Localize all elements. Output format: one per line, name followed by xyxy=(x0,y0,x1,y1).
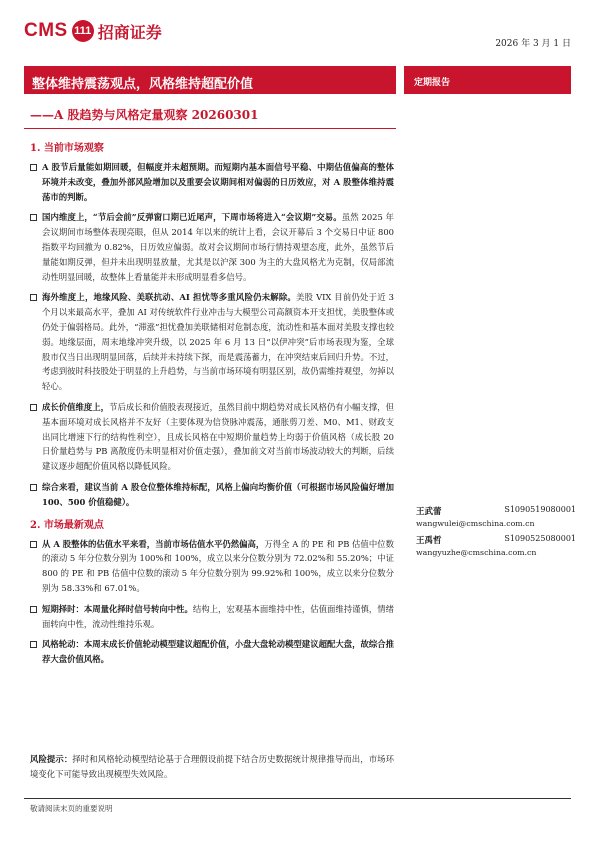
list-item xyxy=(30,160,394,204)
bullet-lead: 从 A 股整体的估值水平来看，当前市场估值水平仍然偏高， xyxy=(42,538,265,549)
footer-disclaimer: 敬请阅读末页的重要说明 xyxy=(30,804,113,813)
author-email[interactable]: wangwulei@cmschina.com.cn xyxy=(416,519,535,528)
author-entry xyxy=(416,505,576,528)
main-content xyxy=(30,135,394,673)
list-item xyxy=(30,480,394,510)
footer-divider xyxy=(24,798,571,799)
logo-chinese-text: 招商证券 xyxy=(97,22,162,42)
author-block xyxy=(416,505,576,563)
list-item xyxy=(30,210,394,284)
author-name: 王武蕾 xyxy=(416,507,442,517)
risk-warning xyxy=(30,752,394,782)
bullet-body: 虽然 2025 年会议期间市场整体表现亮眼，但从 2014 年以来的统计上看，会议开幕后 3 个交易日中证 800 指数平均回撤为 0.82%，日历效应偏弱。故对会议期间市场行情持观望态度，此外，虽然节后量能如期反弹，但并未出现明显放量，尤其是以沪深 300 为主的大盘风格尤为克制，仅局部流动性明显回暖，故整体上看量能并未形成明显看多信号。 xyxy=(42,212,394,282)
list-item xyxy=(30,400,394,474)
bullet-lead: 成长价值维度上， xyxy=(42,401,110,412)
author-name: 王禹哲 xyxy=(416,536,442,546)
bullet-lead: 综合来看，建议当前 A 股仓位整体维持标配，风格上偏向均衡价值（可根据市场风险偏好增加 100、500 价值稳健）。 xyxy=(42,481,394,507)
author-email[interactable]: wangyuzhe@cmschina.com.cn xyxy=(416,548,537,557)
section-1-heading: 1. 当前市场观察 xyxy=(30,143,104,154)
author-certificate: S1090519080001 xyxy=(504,505,576,514)
bullet-lead: 海外维度上，地缘风险、美联抗动、AI 担忧等多重风险仍未解除。 xyxy=(42,292,297,303)
author-entry xyxy=(416,534,576,557)
bullet-body: 节后成长和价值股表现接近，虽然目前中期趋势对成长风格仍有小幅支撑，但基本面环境对成长风格并不友好（主要体现为信贷脉冲震荡，通胀剪刀差、M0、M1、财政支出同比增速下行的结构性利空），且成长风格在中短期价量趋势上均弱于价值风格（成长股 20 日价量趋势与 PB 离散度仍未明显相对价值走强），叠加前文对当前市场波动较大的判断，后续建议逐步超配价值风格以降低风险。 xyxy=(42,401,395,472)
author-certificate: S1090525080001 xyxy=(504,534,576,543)
logo-badge: 111 xyxy=(72,20,94,42)
report-date: 2026 年 3 月 1 日 xyxy=(495,39,571,49)
list-item xyxy=(30,290,394,394)
list-item xyxy=(30,602,394,632)
cms-logo xyxy=(24,14,162,48)
bullet-body: 美股 VIX 目前仍处于近 3 个月以来最高水平，叠加 AI 对传统软件行业冲击与大模型公司高额资本开支担忧，美股整体或仍处于偏弱格局。此外，“滞涨”担忧叠加美联储相对危制态度，流动性和基本面对美股支撑也较弱。地缘层面，周末地缘冲突升级，以 2025 年 6 月 13 日“以伊冲突”后市场表现为鉴，全球股市仅当日出现明显回落，后续并未持续下探，而是震荡蓄力，在冲突结束后回归升势。不过，考虑到彼时科技股处于明显的上升趋势，与当前市场环境有明显区别，故仍需维持观望，勿掉以轻心。 xyxy=(42,292,394,392)
section-2-heading: 2. 市场最新观点 xyxy=(30,519,104,531)
bullet-body: 万得全 A 的 PE 和 PB 估值中位数的滚动 5 年分位数分别为 100%和 100%，成立以来分位数分别为 72.02%和 55.20%；中证 800 的 PE 和 PB 估值中位数的滚动 5 年分位数分别为 99.92%和 100%，成立以来分位数分别为 58.33%和 67.01%。 xyxy=(42,538,395,593)
report-title: 整体维持震荡观点，风格维持超配价值 xyxy=(24,66,396,94)
report-subtitle: ——A 股趋势与风格定量观察 20260301 xyxy=(30,108,259,122)
bullet-body: 结构上，宏观基本面维持中性，估值面维持谨慎，情绪面转向中性，流动性维持乐观。 xyxy=(42,603,394,629)
list-item xyxy=(30,637,394,667)
title-divider xyxy=(24,128,396,129)
bullet-lead: 国内维度上，“节后会前”反弹窗口期已近尾声，下周市场将进入“会议期”交易。 xyxy=(42,212,342,223)
bullet-lead: 风格轮动：本周末成长价值轮动模型建议超配价值，小盘大盘轮动模型建议超配大盘，故综合推荐大盘价值风格。 xyxy=(42,639,394,665)
bullet-lead: A 股节后量能如期回暖，但幅度并未超预期。而短期内基本面信号平稳、中期估值偏高的整体环境并未改变，叠加外部风险增加以及重要会议期间相对偏弱的日历效应，对 A 股整体维持震荡市的判断。 xyxy=(42,162,394,202)
bullet-lead: 短期择时：本周量化择时信号转向中性。 xyxy=(42,603,193,614)
logo-cms-text: CMS xyxy=(24,20,68,41)
risk-text: 择时和风格轮动模型结论基于合理假设前提下结合历史数据统计规律推导而出，市场环境变化下可能导致出现模型失效风险。 xyxy=(30,754,395,779)
list-item xyxy=(30,537,394,596)
risk-label: 风险提示： xyxy=(30,754,73,764)
report-type-label: 定期报告 xyxy=(404,66,571,94)
